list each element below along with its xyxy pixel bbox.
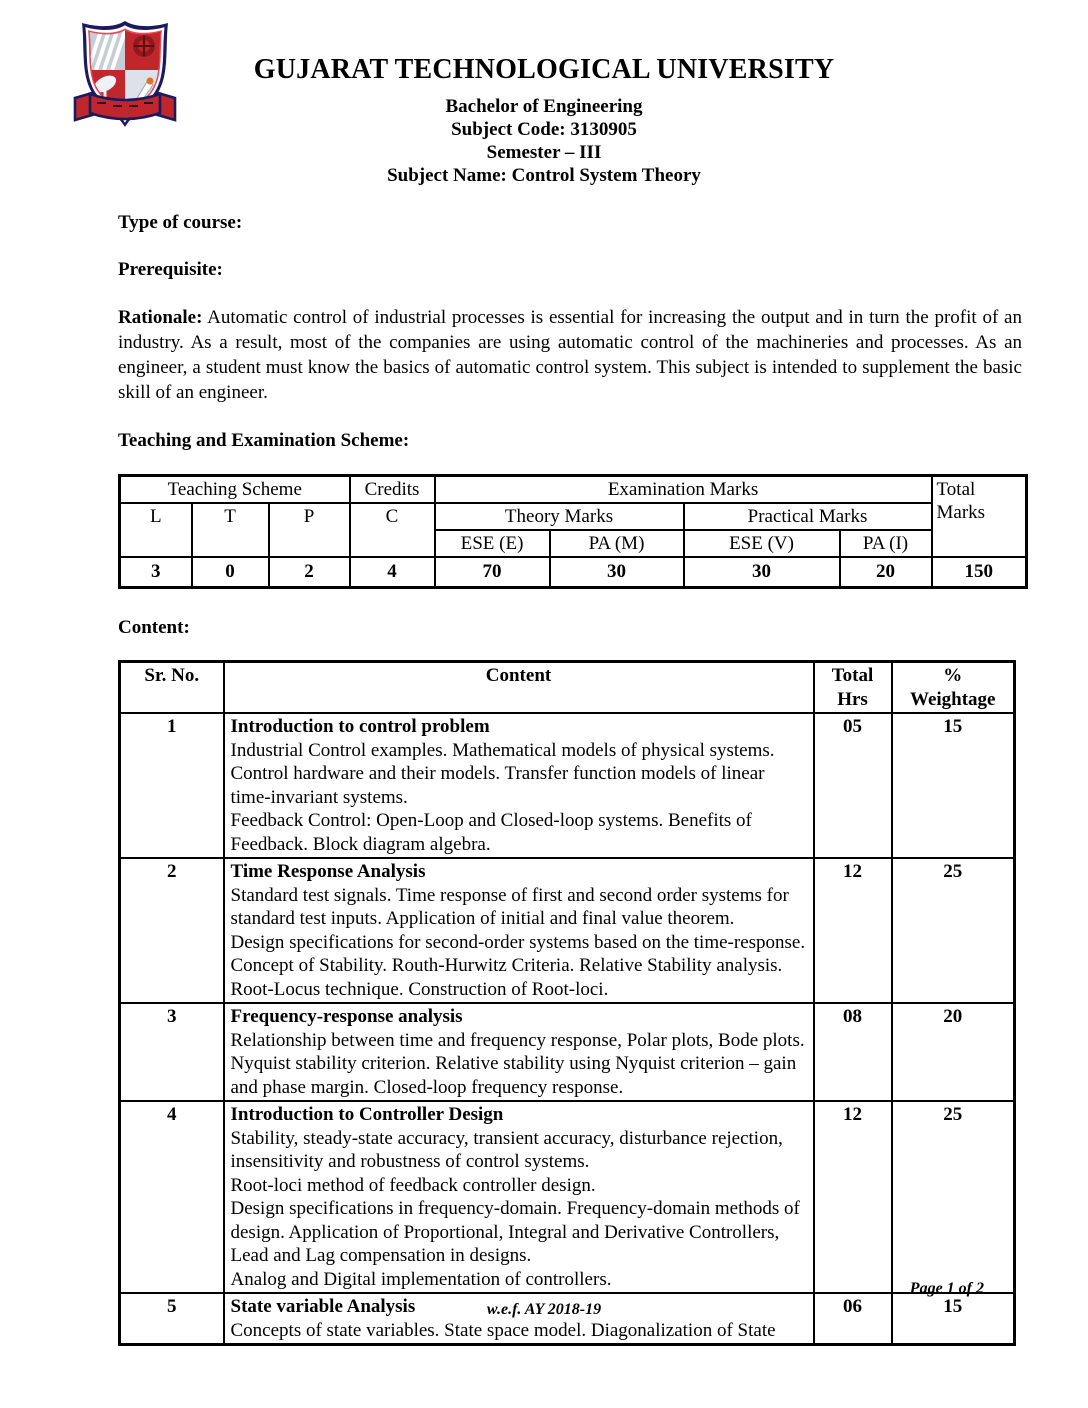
value-ese-e: 70 — [435, 557, 550, 588]
content-row-sr: 2 — [120, 858, 224, 1003]
content-table — [118, 660, 1016, 1346]
content-row-paragraph: Relationship between time and frequency response, Polar plots, Bode plots. Nyquist stability criterion. Relative stability using Nyquist criterion – gain and phase margin. Closed-loop frequency response. — [230, 1029, 805, 1098]
col-l-header: L — [120, 503, 192, 557]
content-row-title: Time Response Analysis — [230, 861, 426, 882]
content-row-paragraph: Design specifications for second-order systems based on the time-response. — [230, 931, 806, 953]
content-row-paragraph: Stability, steady-state accuracy, transient accuracy, disturbance rejection, insensitivity and robustness of control systems. — [230, 1127, 783, 1172]
content-row-title: Introduction to Controller Design — [230, 1104, 504, 1125]
value-t: 0 — [192, 557, 269, 588]
prerequisite-label: Prerequisite: — [118, 259, 223, 280]
teaching-scheme-heading: Teaching and Examination Scheme: — [118, 430, 410, 451]
content-row-content — [224, 1003, 814, 1101]
sr-no-header: Sr. No. — [120, 662, 224, 714]
total-hrs-header: Total Hrs — [814, 662, 892, 714]
content-row-hours: 12 — [814, 1101, 892, 1293]
value-total: 150 — [932, 557, 1027, 588]
value-pa-i: 20 — [840, 557, 932, 588]
content-row-paragraph: Concepts of state variables. State space model. Diagonalization of State — [230, 1319, 776, 1341]
content-row-sr: 1 — [120, 713, 224, 858]
document-body — [118, 212, 1022, 1346]
subject-name-line: Subject Name: Control System Theory — [387, 165, 701, 186]
content-row-weightage: 25 — [892, 858, 1015, 1003]
content-header: Content — [224, 662, 814, 714]
practical-marks-header: Practical Marks — [684, 503, 932, 530]
content-row-paragraph: Concept of Stability. Routh-Hurwitz Criteria. Relative Stability analysis. — [230, 955, 783, 976]
content-row — [120, 858, 1015, 1003]
content-row-title: Frequency-response analysis — [230, 1006, 463, 1027]
content-row-paragraph: Industrial Control examples. Mathematical models of physical systems. Control hardware and their models. Transfer function models of linear time-invariant systems. — [230, 739, 775, 808]
university-title: GUJARAT TECHNOLOGICAL UNIVERSITY — [253, 54, 835, 85]
content-table-header-row — [120, 662, 1015, 714]
content-row — [120, 1101, 1015, 1293]
semester-line: Semester – III — [486, 142, 602, 163]
content-row — [120, 1003, 1015, 1101]
content-row-weightage: 15 — [892, 1293, 1015, 1345]
content-row-hours: 06 — [814, 1293, 892, 1345]
exam-header-row-1 — [120, 476, 1027, 504]
rationale-label: Rationale: — [118, 307, 203, 328]
col-t-header: T — [192, 503, 269, 557]
examination-marks-header: Examination Marks — [435, 476, 932, 504]
value-c: 4 — [350, 557, 435, 588]
wef-note: w.e.f. AY 2018-19 — [486, 1301, 602, 1318]
content-row-paragraph: Root-loci method of feedback controller design. — [230, 1174, 596, 1196]
content-row-paragraph: Feedback Control: Open-Loop and Closed-loop systems. Benefits of Feedback. Block diagram algebra. — [230, 810, 752, 855]
value-p: 2 — [269, 557, 350, 588]
content-row-sr: 5 — [120, 1293, 224, 1345]
col-p-header: P — [269, 503, 350, 557]
rationale-paragraph — [118, 305, 1022, 405]
ese-e-header: ESE (E) — [435, 530, 550, 557]
content-row-weightage: 25 — [892, 1101, 1015, 1293]
content-row-sr: 4 — [120, 1101, 224, 1293]
pa-i-header: PA (I) — [840, 530, 932, 557]
value-l: 3 — [120, 557, 192, 588]
content-row-hours: 08 — [814, 1003, 892, 1101]
content-table-body — [120, 713, 1015, 1345]
degree-line: Bachelor of Engineering — [445, 96, 643, 117]
col-c-header: C — [350, 503, 435, 557]
total-marks-header: Total Marks — [932, 476, 1027, 558]
content-row-paragraph: Root-Locus technique. Construction of Root-loci. — [230, 978, 609, 1000]
content-row-hours: 05 — [814, 713, 892, 858]
content-heading: Content: — [118, 617, 190, 638]
teaching-scheme-header: Teaching Scheme — [120, 476, 350, 504]
content-row-weightage: 20 — [892, 1003, 1015, 1101]
weightage-header: % Weightage — [892, 662, 1015, 714]
type-of-course-label: Type of course: — [118, 212, 243, 233]
content-row-content — [224, 1101, 814, 1293]
content-row-title: State variable Analysis — [230, 1296, 416, 1317]
content-row-title: Introduction to control problem — [230, 716, 490, 737]
content-row-sr: 3 — [120, 1003, 224, 1101]
subject-code-line: Subject Code: 3130905 — [451, 119, 637, 140]
content-row-paragraph: Standard test signals. Time response of first and second order systems for standard test inputs. Application of initial and final value theorem. — [230, 884, 789, 929]
exam-header-row-2 — [120, 503, 1027, 530]
gtu-shield-logo-icon — [72, 18, 178, 136]
value-pa-m: 30 — [550, 557, 684, 588]
content-row — [120, 713, 1015, 858]
content-row-content — [224, 858, 814, 1003]
content-row-paragraph: Design specifications in frequency-domain. Frequency-domain methods of design. Application of Proportional, Integral and Derivative Controllers, Lead and Lag compensation in designs. — [230, 1198, 800, 1266]
content-row-content — [224, 713, 814, 858]
theory-marks-header: Theory Marks — [435, 503, 684, 530]
value-ese-v: 30 — [684, 557, 840, 588]
content-row-weightage: 15 — [892, 713, 1015, 858]
pa-m-header: PA (M) — [550, 530, 684, 557]
rationale-text: Automatic control of industrial processes is essential for increasing the output and in turn the profit of an industry. As a result, most of the companies are using automatic control of the machineries and processes. As an engineer, a student must know the basics of automatic control system. This subject is intended to supplement the basic skill of an engineer. — [118, 307, 1022, 403]
page-number: Page 1 of 2 — [909, 1280, 984, 1297]
exam-values-row — [120, 557, 1027, 588]
content-row-hours: 12 — [814, 858, 892, 1003]
content-row-paragraph: Analog and Digital implementation of controllers. — [230, 1268, 612, 1290]
ese-v-header: ESE (V) — [684, 530, 840, 557]
credits-header: Credits — [350, 476, 435, 504]
exam-scheme-table — [118, 474, 1028, 589]
